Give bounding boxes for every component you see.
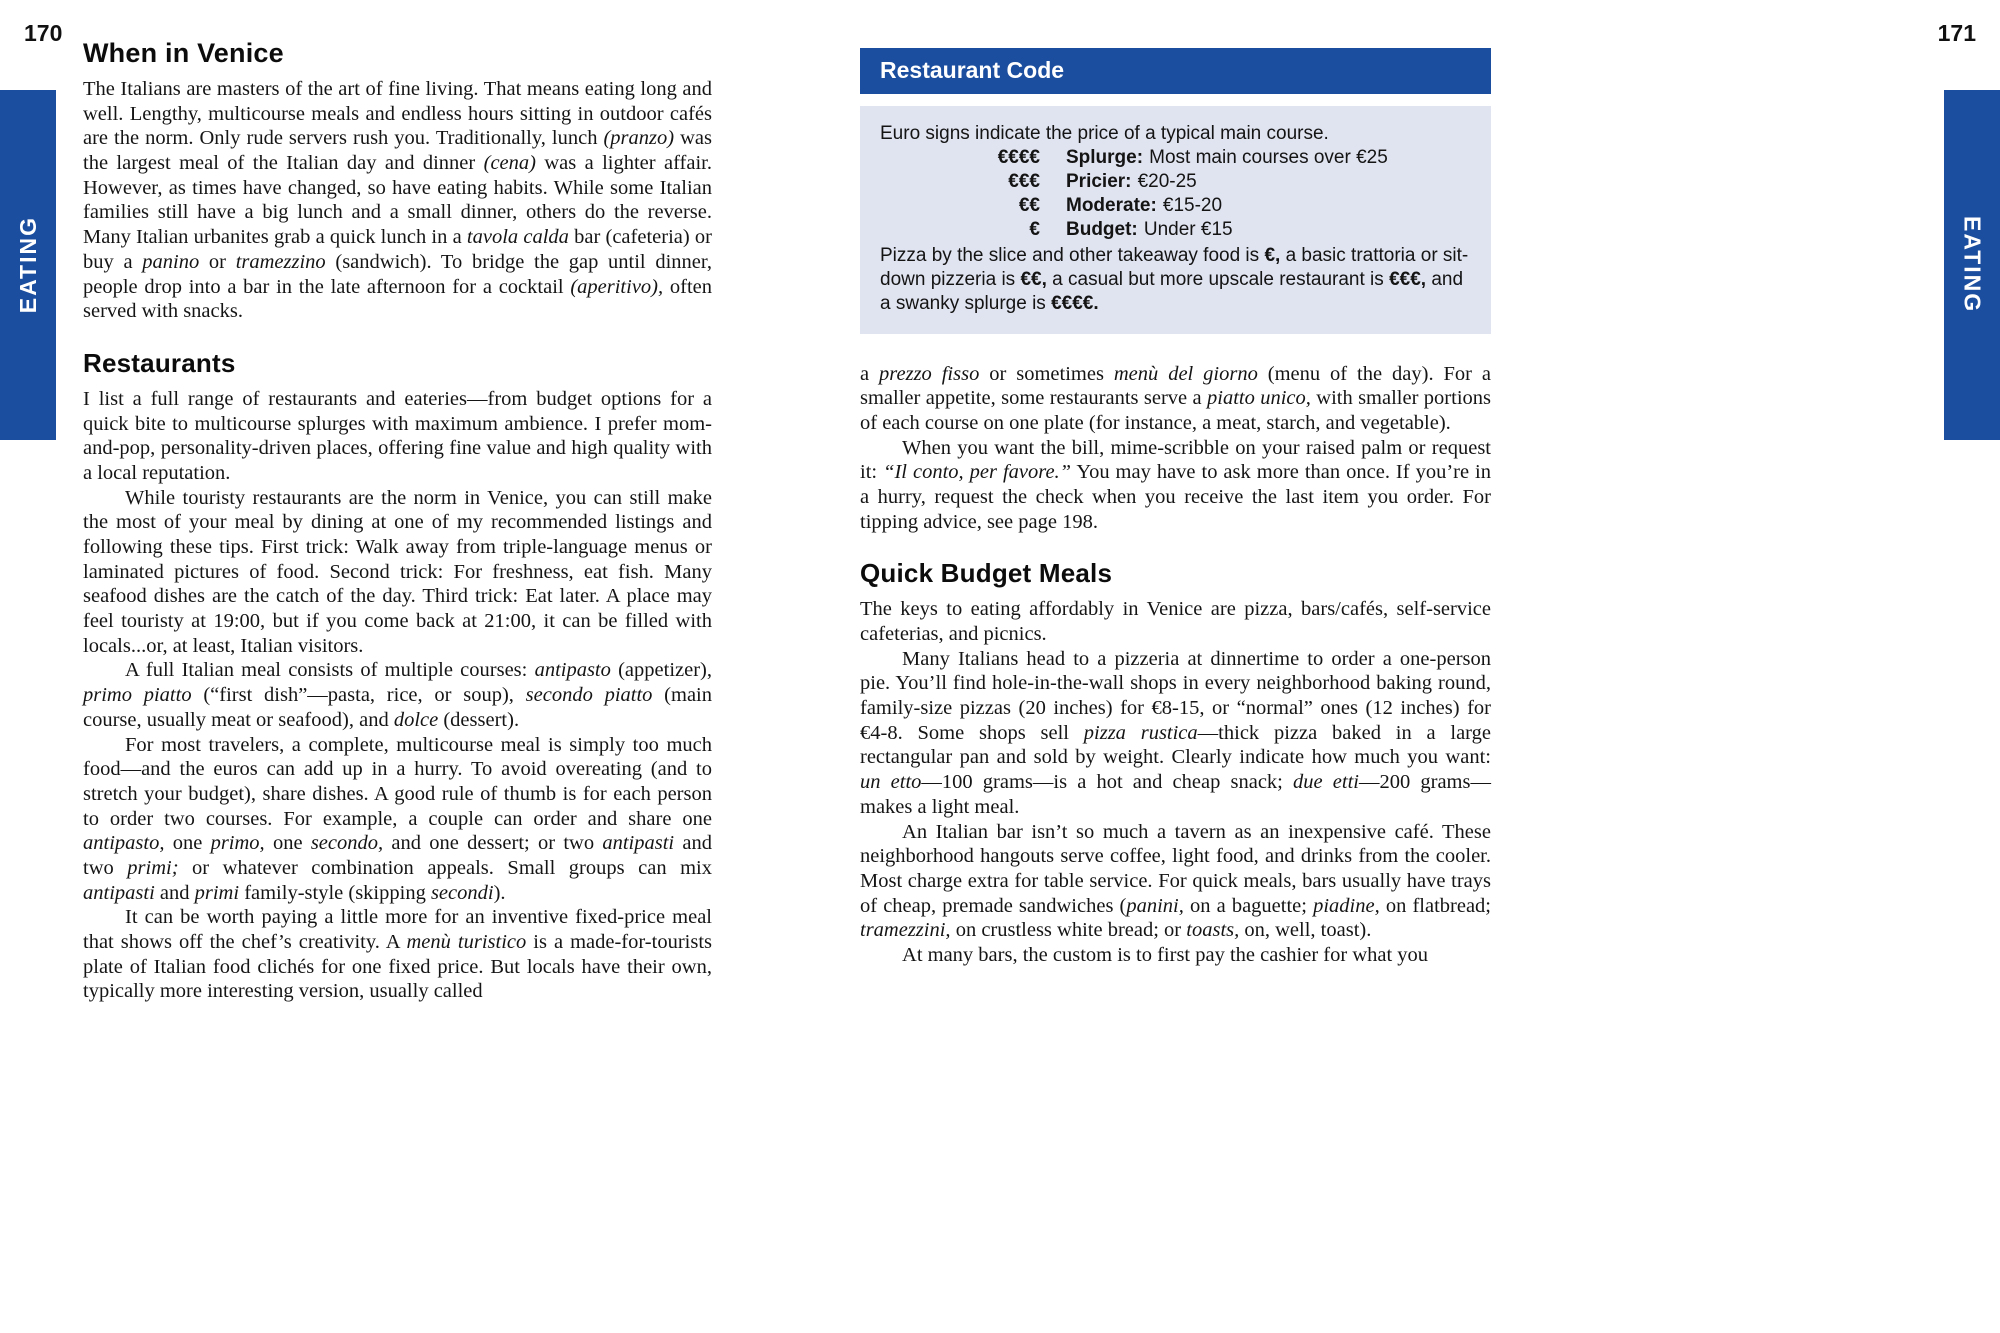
price-desc: €15-20 (1162, 194, 1223, 216)
page-number-left: 170 (24, 20, 63, 46)
price-desc: €20-25 (1137, 170, 1197, 192)
price-desc: Most main courses over €25 (1149, 146, 1388, 168)
price-code-intro: Euro signs indicate the price of a typical main course. (880, 123, 1329, 144)
price-code-note: Pizza by the slice and other takeaway food is €, a basic trattoria or sit-down pizzeria is €€, a casual but more upscale restaurant is €€€, and a swanky splurge is €€€€. (880, 244, 1469, 314)
body-paragraph: A full Italian meal consists of multiple courses: antipasto (appetizer), primo piatto (“first dish”—pasta, rice, or soup), secondo piatto (main course, usually meat or seafood), and dolce (dessert). (83, 659, 712, 731)
restaurant-code-body (860, 106, 1491, 334)
price-row (880, 218, 1471, 242)
body-paragraph: An Italian bar isn’t so much a tavern as an inexpensive café. These neighborhood hangouts serve coffee, light food, and drinks from the cooler. Most charge extra for table service. For quick meals, bars usually have trays of cheap, premade sandwiches (panini, on a baguette; piadine, on flatbread; tramezzini, on crustless white bread; or toasts, on, well, toast). (860, 820, 1491, 942)
price-row (880, 146, 1471, 170)
price-symbol: €€ (1018, 194, 1040, 216)
eating-tab-label: EATING (1959, 216, 1986, 314)
eating-tab-label: EATING (14, 216, 41, 314)
restaurant-code-box (860, 48, 1491, 334)
heading-quick-budget-meals: Quick Budget Meals (860, 558, 1113, 589)
price-text (1066, 170, 1197, 194)
body-paragraph: It can be worth paying a little more for an inventive fixed-price meal that shows off the chef’s creativity. A menù turistico is a made-for-tourists plate of Italian food clichés for one fixed price. But locals have their own, typically more interesting version, usually called (83, 906, 712, 1003)
body-paragraph: a prezzo fisso or sometimes menù del giorno (menu of the day). For a smaller appetite, some restaurants serve a piatto unico, with smaller portions of each course on one plate (for instance, a meat, starch, and vegetable). (860, 362, 1492, 434)
body-paragraph: Many Italians head to a pizzeria at dinnertime to order a one-person pie. You’ll find hole-in-the-wall shops in every neighborhood baking round, family-size pizzas (20 inches) for €8-15, or “normal” ones (12 inches) for €4-8. Some shops sell pizza rustica—thick pizza baked in a large rectangular pan and sold by weight. Clearly indicate how much you want: un etto—100 grams—is a hot and cheap snack; due etti—200 grams—makes a light meal. (860, 647, 1491, 818)
price-label: Pricier: (1066, 170, 1132, 192)
heading-restaurants: Restaurants (83, 347, 236, 378)
price-symbol: €€€€ (997, 146, 1040, 168)
price-symbol: € (1029, 218, 1040, 240)
page-left-content (83, 38, 712, 1004)
body-paragraph: The keys to eating affordably in Venice are pizza, bars/cafés, self-service cafeterias, and picnics. (860, 598, 1491, 645)
body-paragraph: At many bars, the custom is to first pay the cashier for what you (902, 943, 1429, 966)
price-label: Budget: (1066, 218, 1138, 240)
heading-when-in-venice: When in Venice (83, 38, 284, 68)
price-text (1066, 218, 1233, 242)
price-label: Moderate: (1066, 194, 1157, 216)
eating-section-tab-right (1944, 90, 2000, 440)
price-text (1066, 146, 1388, 170)
body-paragraph: While touristy restaurants are the norm in Venice, you can still make the most of your meal by dining at one of my recommended listings and following these tips. First trick: Walk away from triple-language menus or laminated pictures of food. Second trick: For freshness, eat fish. Many seafood dishes are the catch of the day. Third trick: Eat later. A place may feel touristy at 19:00, but if you come back at 21:00, it can be filled with locals...or, at least, Italian visitors. (83, 486, 712, 657)
body-paragraph: For most travelers, a complete, multicourse meal is simply too much food—and the euros can add up in a hurry. To avoid overeating (and to stretch your budget), share dishes. A good rule of thumb is for each person to order two courses. For example, a couple can order and share one antipasto, one primo, one secondo, and one dessert; or two antipasti and two primi; or whatever combination appeals. Small groups can mix antipasti and primi family-style (skipping secondi). (83, 733, 712, 904)
eating-section-tab-left (0, 90, 56, 440)
price-row (880, 194, 1471, 218)
price-symbol: €€€ (1008, 170, 1040, 192)
price-desc: Under €15 (1143, 218, 1233, 240)
restaurant-code-title: Restaurant Code (860, 48, 1491, 94)
price-label: Splurge: (1066, 146, 1144, 168)
body-paragraph: I list a full range of restaurants and eateries—from budget options for a quick bite to multicourse splurges with maximum ambience. I prefer mom-and-pop, personality-driven places, offering fine value and high quality with a local reputation. (83, 387, 712, 484)
page-number-right: 171 (1937, 20, 1976, 46)
body-paragraph: The Italians are masters of the art of fine living. That means eating long and well. Lengthy, multicourse meals and endless hours sitting in outdoor cafés are the norm. Only rude servers rush you. Traditionally, lunch (pranzo) was the largest meal of the Italian day and dinner (cena) was a lighter affair. However, as times have changed, so have eating habits. While some Italian families still have a big lunch and a small dinner, others do the reverse. Many Italian urbanites grab a quick lunch in a tavola calda bar (cafeteria) or buy a panino or tramezzino (sandwich). To bridge the gap until dinner, people drop into a bar in the late afternoon for a cocktail (aperitivo), often served with snacks. (83, 78, 713, 323)
price-text (1066, 194, 1222, 218)
body-paragraph: When you want the bill, mime-scribble on your raised palm or request it: “Il conto, per favore.” You may have to ask more than once. If you’re in a hurry, request the check when you receive the last item you order. For tipping advice, see page 198. (860, 436, 1491, 533)
price-row (880, 170, 1471, 194)
page-right-content (860, 48, 1491, 968)
